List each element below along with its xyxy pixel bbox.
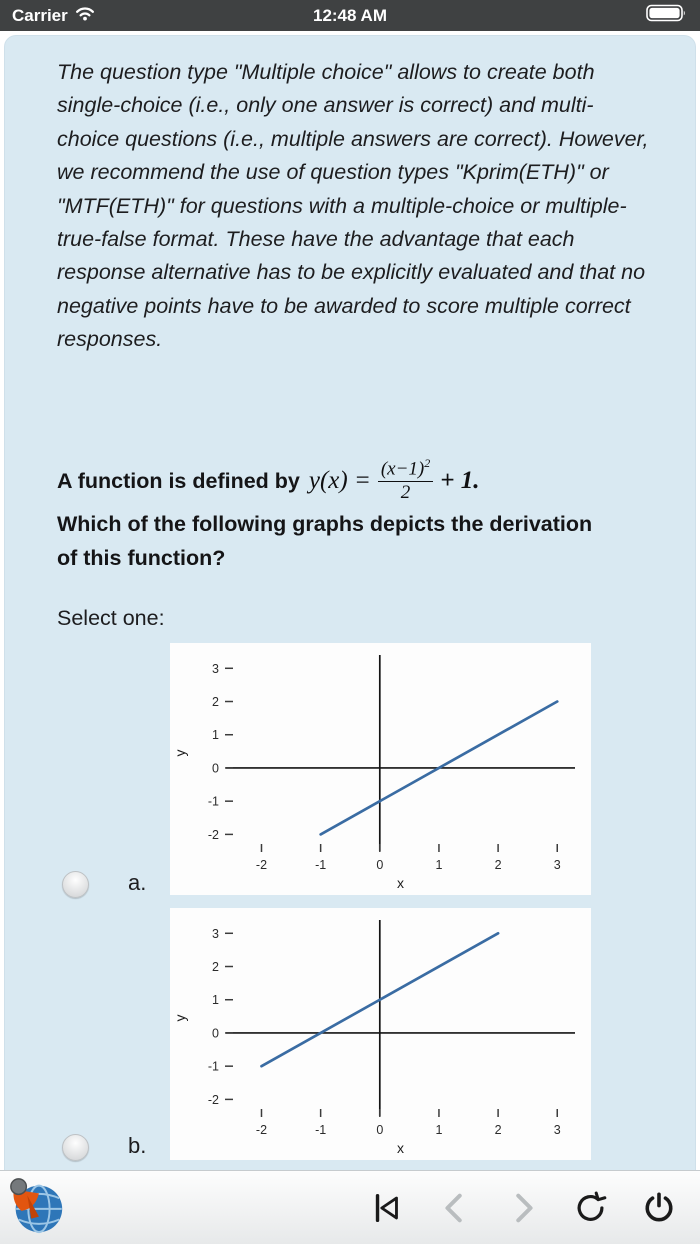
svg-text:3: 3 bbox=[212, 661, 219, 676]
svg-text:-2: -2 bbox=[255, 858, 268, 872]
clock: 12:48 AM bbox=[312, 5, 387, 25]
svg-text:-1: -1 bbox=[207, 794, 219, 809]
svg-text:-2: -2 bbox=[207, 1092, 219, 1107]
svg-text:3: 3 bbox=[553, 1123, 561, 1137]
svg-text:-2: -2 bbox=[255, 1123, 268, 1137]
question-definition-line bbox=[57, 456, 627, 506]
svg-text:1: 1 bbox=[435, 1123, 443, 1137]
svg-text:-1: -1 bbox=[207, 1059, 219, 1074]
svg-text:2: 2 bbox=[212, 960, 219, 975]
svg-text:x: x bbox=[397, 875, 404, 891]
question-body-text: Which of the following graphs depicts the derivation of this function? bbox=[57, 512, 593, 570]
math-denominator: 2 bbox=[400, 481, 411, 503]
option-b-radio[interactable] bbox=[62, 1134, 89, 1161]
svg-text:3: 3 bbox=[212, 926, 219, 941]
svg-text:x: x bbox=[397, 1140, 404, 1156]
svg-text:3: 3 bbox=[553, 858, 561, 872]
math-lhs: y(x) = bbox=[308, 466, 371, 494]
question-block bbox=[57, 456, 627, 575]
svg-text:0: 0 bbox=[376, 1123, 384, 1137]
option-a-chart bbox=[170, 643, 591, 895]
math-expression bbox=[309, 458, 480, 504]
app-logo-icon[interactable] bbox=[6, 1174, 68, 1236]
svg-text:1: 1 bbox=[212, 993, 219, 1008]
power-button[interactable] bbox=[640, 1189, 678, 1227]
bottom-toolbar bbox=[0, 1170, 700, 1244]
math-fraction bbox=[378, 457, 433, 503]
svg-text:-1: -1 bbox=[315, 858, 327, 872]
svg-text:0: 0 bbox=[212, 761, 219, 776]
svg-text:1: 1 bbox=[435, 858, 443, 872]
svg-text:2: 2 bbox=[212, 695, 219, 710]
svg-text:0: 0 bbox=[376, 858, 384, 872]
svg-text:2: 2 bbox=[494, 1123, 502, 1137]
select-one-prompt: Select one: bbox=[57, 606, 165, 630]
question-type-description: The question type "Multiple choice" allows to create both single-choice (i.e., only one answer is correct) and multi-choice questions (i.e., multiple answers are correct). However, we recommend the use of question types "Kprim(ETH)" or "MTF(ETH)" for questions with a multiple-choice or multiple-true-false format. These have the advantage that each response alternative has to be explicitly evaluated and that no negative points have to be awarded to score multiple correct responses. bbox=[57, 60, 649, 352]
svg-text:y: y bbox=[172, 1014, 188, 1022]
option-a-label[interactable]: a. bbox=[128, 870, 147, 895]
carrier-text: Carrier bbox=[12, 5, 68, 25]
math-tail: + 1. bbox=[440, 466, 480, 494]
reload-button[interactable] bbox=[572, 1189, 610, 1227]
question-intro-text: A function is defined by bbox=[57, 468, 300, 493]
toolbar-buttons bbox=[368, 1171, 678, 1244]
option-a-radio[interactable] bbox=[62, 871, 89, 898]
status-bar bbox=[0, 0, 700, 31]
svg-text:1: 1 bbox=[212, 728, 219, 743]
svg-text:2: 2 bbox=[494, 858, 502, 872]
svg-text:y: y bbox=[172, 749, 188, 757]
option-b-label[interactable]: b. bbox=[128, 1133, 147, 1158]
skip-to-start-button[interactable] bbox=[368, 1189, 406, 1227]
math-numerator: $(x-1)^2$ bbox=[378, 457, 433, 482]
forward-button[interactable] bbox=[504, 1189, 542, 1227]
svg-text:-2: -2 bbox=[207, 827, 219, 842]
option-b-chart bbox=[170, 908, 591, 1160]
svg-text:0: 0 bbox=[212, 1026, 219, 1041]
back-button[interactable] bbox=[436, 1189, 474, 1227]
battery-icon bbox=[646, 4, 688, 27]
svg-text:-1: -1 bbox=[315, 1123, 327, 1137]
